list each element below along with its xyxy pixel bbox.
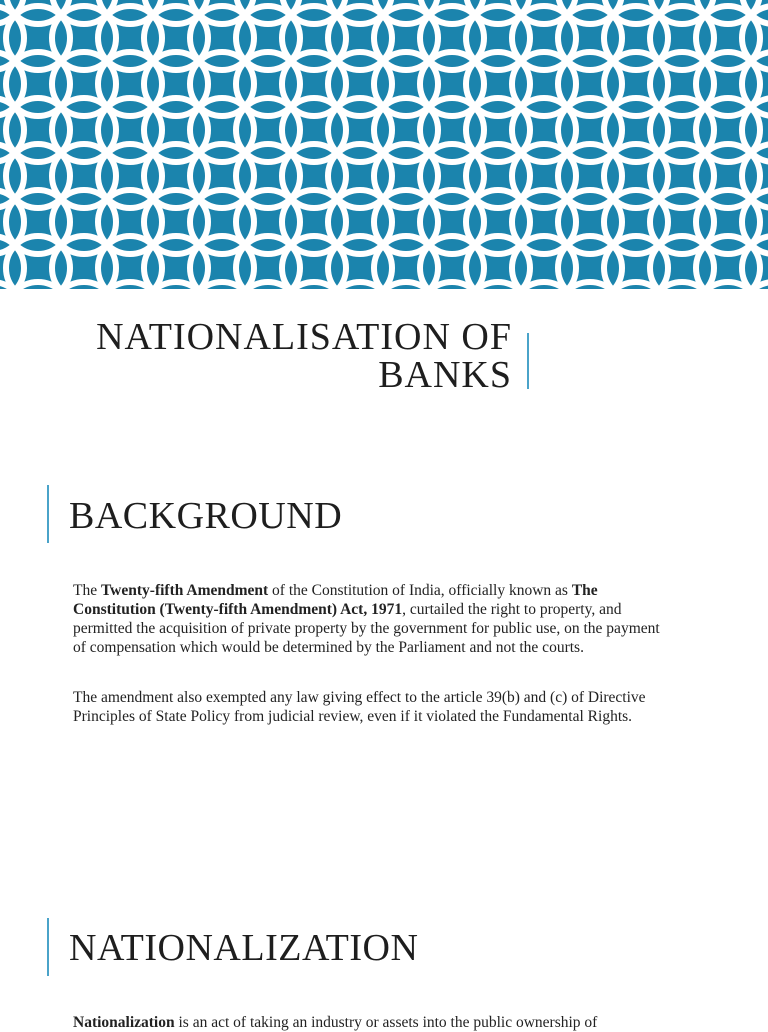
decorative-banner [0,0,768,289]
background-accent-bar [47,485,49,543]
nationalization-paragraph-1: Nationalization is an act of taking an industry or assets into the public ownership of [73,1014,598,1031]
background-paragraph-2: The amendment also exempted any law giving effect to the article 39(b) and (c) of Directive Principles of State Policy from judicial review, even if it violated the Fundamental Rights. [73,689,646,725]
title-line-2: BANKS [378,354,512,396]
slide-title [0,318,512,394]
title-accent-bar [527,333,529,389]
background-heading: BACKGROUND [69,495,343,537]
nationalization-heading: NATIONALIZATION [69,927,419,969]
background-paragraph-1: The Twenty-fifth Amendment of the Constitution of India, officially known as The Constitution (Twenty-fifth Amendment) Act, 1971, curtailed the right to property, and permitted the acquisition of private property by the government for public use, on the payment of compensation which would be determined by the Parliament and not the courts. [73,582,660,656]
nationalization-accent-bar [47,918,49,976]
circle-pattern-icon [0,0,768,289]
title-line-1: NATIONALISATION OF [96,316,512,358]
